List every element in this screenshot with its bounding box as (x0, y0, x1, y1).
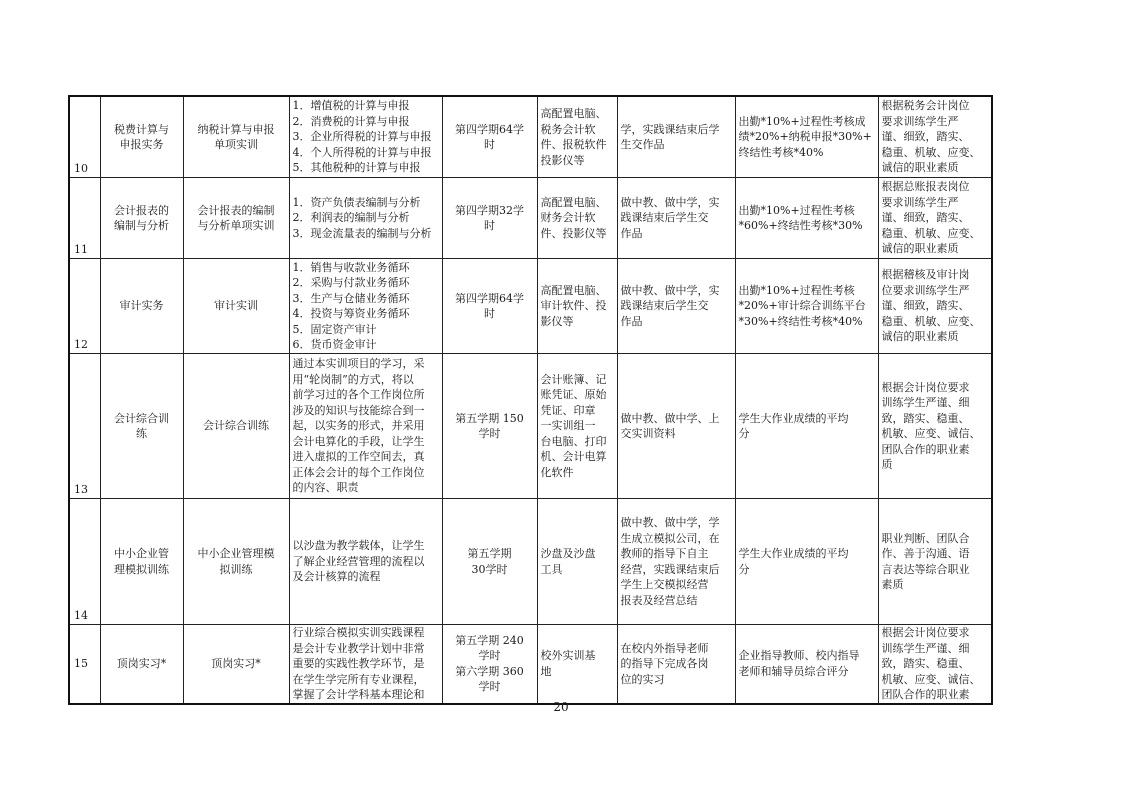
method-cell (617, 96, 735, 178)
cell-line: 教师的指导下自主 (620, 547, 709, 560)
cell-line: 税务会计软 (540, 122, 596, 136)
content-cell (289, 96, 442, 178)
cell-line: 机、会计电算 (540, 450, 607, 464)
cell-line: 以沙盘为教学载体，让学生 (292, 539, 425, 553)
cell-line: 在学生学完所有专业课程， (292, 672, 425, 686)
method-cell (617, 259, 735, 354)
evaluation-cell (735, 354, 878, 499)
goal-cell (878, 499, 992, 625)
cell-line: 学时 (478, 427, 501, 440)
cell-line: 1．增值税的计算与申报 (292, 99, 410, 113)
cell-line: 通过本实训项目的学习，采 (292, 357, 425, 371)
cell-line: 会计电算化的手段，让学生 (292, 434, 425, 448)
cell-line: 高配置电脑、 (540, 195, 607, 209)
table-row (69, 499, 992, 625)
item-cell (183, 354, 289, 499)
cell-line: 作、善于沟通、语 (881, 547, 970, 560)
cell-line: 财务会计软 (540, 211, 596, 225)
cell-line: 会计报表的 (114, 203, 169, 217)
cell-line: 化软件 (540, 465, 574, 479)
table-row (69, 354, 992, 499)
table-row (69, 625, 992, 704)
cell-line: 的指导下完成各岗 (620, 657, 709, 670)
cell-line: 稳重、机敏、应变、 (881, 314, 981, 328)
cell-line: 凭证、印章 (540, 403, 596, 417)
cell-line: 高配置电脑、 (540, 283, 607, 297)
table-row (69, 96, 992, 178)
cell-line: *20%+审计综合训练平台 (738, 299, 866, 313)
cell-line: 学时 (478, 649, 501, 663)
goal-cell (878, 96, 992, 178)
content-cell (289, 499, 442, 625)
cell-line: 时 (484, 219, 495, 232)
cell-line: 经营，实践课结束后 (620, 562, 720, 576)
cell-line: 30学时 (471, 562, 508, 576)
training-table (68, 95, 993, 705)
cell-line: 做中教、做中学，实 (620, 195, 720, 209)
cell-line: 4．个人所得税的计算与申报 (292, 145, 432, 159)
cell-line: 致，踏实、稳重、 (881, 411, 970, 425)
course-cell (100, 96, 183, 178)
cell-line: 出勤*10%+过程性考核 (738, 283, 855, 297)
cell-line: 生交作品 (620, 138, 665, 151)
cell-line: 审计软件、投 (540, 299, 607, 313)
cell-line: 学，实践课结束后学 (620, 122, 720, 136)
cell-line: 工具 (540, 562, 563, 576)
cell-line: 3．现金流量表的编制与分析 (292, 226, 432, 240)
cell-line: 第五学期 240 (455, 633, 524, 647)
item-cell (183, 178, 289, 259)
cell-line: 机敏、应变、诚信、 (881, 672, 981, 686)
cell-line: 掌握了会计学科基本理论和 (292, 688, 425, 701)
cell-line: 团队合作的职业素 (881, 442, 970, 456)
row-number: 14 (69, 499, 100, 625)
cell-line: 审计实训 (214, 299, 258, 313)
cell-line: 第五学期 (467, 547, 512, 560)
cell-line: 3．企业所得税的计算与申报 (292, 130, 432, 144)
semester-cell (442, 354, 537, 499)
cell-line: 根据稽核及审计岗 (881, 268, 970, 282)
semester-cell (442, 259, 537, 354)
cell-line: 学生上交模拟经营 (620, 578, 709, 591)
evaluation-cell (735, 96, 878, 178)
item-cell (183, 625, 289, 704)
cell-line: 会计账簿、记 (540, 372, 607, 386)
cell-line: 第四学期64学 (455, 291, 524, 305)
cell-line: 做中教、做中学，学 (620, 516, 720, 529)
cell-line: 稳重、机敏、应变、 (881, 145, 981, 159)
cell-line: *60%+终结性考核*30% (738, 219, 863, 232)
cell-line: 用“轮岗制”的方式，将以 (292, 372, 414, 386)
cell-line: 影仪等 (540, 314, 574, 328)
course-cell (100, 354, 183, 499)
page-number: 20 (553, 700, 569, 714)
cell-line: 在校内外指导老师 (620, 641, 709, 655)
cell-line: 重要的实践性教学环节，是 (292, 657, 425, 670)
cell-line: 前学习过的各个工作岗位所 (292, 388, 425, 402)
cell-line: 1．资产负债表编制与分析 (292, 195, 421, 209)
cell-line: 正体会会计的每个工作岗位 (292, 465, 425, 479)
cell-line: 单项实训 (214, 138, 258, 151)
cell-line: 一实训组一 (540, 419, 596, 433)
cell-line: 了解企业经营管理的流程以 (292, 554, 425, 568)
goal-cell (878, 178, 992, 259)
item-cell (183, 499, 289, 625)
cell-line: 第五学期 150 (455, 411, 524, 425)
cell-line: 6．货币资金审计 (292, 338, 377, 351)
method-cell (617, 499, 735, 625)
cell-line: 沙盘及沙盘 (540, 547, 596, 560)
cell-line: 践课结束后学生交 (620, 299, 709, 313)
goal-cell (878, 625, 992, 704)
cell-line: 2．利润表的编制与分析 (292, 211, 410, 225)
course-cell (100, 259, 183, 354)
conditions-cell (537, 178, 617, 259)
cell-line: 高配置电脑、 (540, 107, 607, 120)
cell-line: 终结性考核*40% (738, 145, 824, 159)
goal-cell (878, 259, 992, 354)
cell-line: 涉及的知识与技能综合到一 (292, 403, 425, 417)
cell-line: 分 (738, 562, 750, 576)
cell-line: 中小企业管 (114, 547, 169, 560)
cell-line: 与分析单项实训 (197, 219, 275, 232)
cell-line: 第四学期32学 (455, 203, 524, 217)
cell-line: 学时 (478, 680, 501, 694)
cell-line: 件、投影仪等 (540, 226, 607, 240)
cell-line: 1．销售与收款业务循环 (292, 260, 410, 274)
conditions-cell (537, 499, 617, 625)
semester-cell (442, 96, 537, 178)
cell-line: 进入虚拟的工作空间去，真 (292, 450, 425, 464)
cell-line: 素质 (881, 578, 904, 591)
evaluation-cell (735, 625, 878, 704)
semester-cell (442, 625, 537, 704)
cell-line: 学生大作业成绩的平均 (738, 547, 849, 560)
table-row (69, 259, 992, 354)
cell-line: 生成立模拟公司，在 (620, 531, 720, 545)
conditions-cell (537, 354, 617, 499)
conditions-cell (537, 96, 617, 178)
cell-line: 谨、细致，踏实、 (881, 299, 970, 313)
cell-line: 第四学期64学 (455, 122, 524, 136)
cell-line: 训练学生严谨、细 (881, 396, 970, 409)
cell-line: 职业判断、团队合 (881, 531, 970, 545)
cell-line: 绩*20%+纳税申报*30%+ (738, 130, 872, 144)
course-cell (100, 499, 183, 625)
cell-line: 台电脑、打印 (540, 434, 607, 448)
cell-line: 老师和辅导员综合评分 (738, 664, 849, 678)
cell-line: *30%+终结性考核*40% (738, 314, 863, 328)
cell-line: 投影仪等 (540, 153, 585, 167)
cell-line: 拟训练 (219, 562, 253, 576)
cell-line: 税费计算与 (114, 122, 169, 136)
cell-line: 3．生产与仓储业务循环 (292, 291, 410, 305)
cell-line: 践课结束后学生交 (620, 211, 709, 225)
row-number: 10 (69, 96, 100, 178)
cell-line: 的内容、职责 (292, 481, 359, 495)
evaluation-cell (735, 499, 878, 625)
cell-line: 质 (881, 458, 893, 471)
cell-line: 分 (738, 427, 750, 440)
cell-line: 学生大作业成绩的平均 (738, 411, 849, 425)
cell-line: 申报实务 (119, 138, 164, 151)
cell-line: 编制与分析 (114, 219, 169, 232)
cell-line: 根据会计岗位要求 (881, 626, 970, 639)
cell-line: 机敏、应变、诚信、 (881, 427, 981, 440)
cell-line: 作品 (620, 314, 643, 328)
content-cell (289, 259, 442, 354)
cell-line: 根据税务会计岗位 (881, 99, 970, 113)
cell-line: 4．投资与筹资业务循环 (292, 307, 410, 320)
cell-line: 稳重、机敏、应变、 (881, 226, 981, 240)
cell-line: 2．消费税的计算与申报 (292, 114, 410, 128)
cell-line: 行业综合模拟实训实践课程 (292, 626, 425, 639)
method-cell (617, 625, 735, 704)
cell-line: 账凭证、原始 (540, 388, 607, 402)
cell-line: 报表及经营总结 (620, 593, 698, 607)
row-number: 13 (69, 354, 100, 499)
semester-cell (442, 499, 537, 625)
cell-line: 地 (540, 664, 552, 678)
method-cell (617, 178, 735, 259)
cell-line: 练 (136, 427, 147, 440)
cell-line: 校外实训基 (540, 649, 596, 663)
cell-line: 要求训练学生严 (881, 195, 959, 209)
cell-line: 出勤*10%+过程性考核 (738, 203, 855, 217)
cell-line: 企业指导教师、校内指导 (738, 649, 860, 663)
cell-line: 件、报税软件 (540, 138, 607, 151)
content-cell (289, 178, 442, 259)
course-cell (100, 625, 183, 704)
table-row (69, 178, 992, 259)
cell-line: 中小企业管理模 (197, 547, 275, 560)
cell-line: 时 (484, 307, 495, 320)
cell-line: 要求训练学生严 (881, 114, 959, 128)
course-cell (100, 178, 183, 259)
cell-line: 致，踏实、稳重、 (881, 657, 970, 670)
cell-line: 训练学生严谨、细 (881, 641, 970, 655)
cell-line: 言表达等综合职业 (881, 562, 970, 576)
cell-line: 谨、细致，踏实、 (881, 211, 970, 225)
row-number: 11 (69, 178, 100, 259)
cell-line: 做中教、做中学，实 (620, 283, 720, 297)
cell-line: 纳税计算与申报 (197, 122, 275, 136)
cell-line: 谨、细致，踏实、 (881, 130, 970, 144)
cell-line: 位要求训练学生严 (881, 283, 970, 297)
cell-line: 作品 (620, 226, 643, 240)
cell-line: 团队合作的职业素 (881, 688, 970, 701)
cell-line: 诚信的职业素质 (881, 161, 959, 175)
cell-line: 会计综合训练 (203, 419, 269, 433)
cell-line: 交实训资料 (620, 427, 676, 440)
conditions-cell (537, 259, 617, 354)
row-number: 12 (69, 259, 100, 354)
cell-line: 审计实务 (119, 299, 164, 313)
cell-line: 顶岗实习* (116, 657, 167, 670)
cell-line: 理模拟训练 (114, 562, 169, 576)
method-cell (617, 354, 735, 499)
evaluation-cell (735, 259, 878, 354)
cell-line: 会计综合训 (114, 411, 169, 425)
cell-line: 时 (484, 138, 495, 151)
cell-line: 顶岗实习* (211, 657, 261, 670)
cell-line: 位的实习 (620, 672, 665, 686)
cell-line: 第六学期 360 (455, 664, 524, 678)
cell-line: 是会计专业教学计划中非常 (292, 641, 425, 655)
cell-line: 5．其他税种的计算与申报 (292, 161, 421, 175)
cell-line: 起，以实务的形式，并采用 (292, 419, 425, 433)
row-number: 15 (69, 625, 100, 704)
item-cell (183, 259, 289, 354)
content-cell (289, 625, 442, 704)
cell-line: 诚信的职业素质 (881, 242, 959, 256)
cell-line: 2．采购与付款业务循环 (292, 276, 410, 289)
content-cell (289, 354, 442, 499)
cell-line: 诚信的职业素质 (881, 330, 959, 344)
cell-line: 做中教、做中学、上 (620, 411, 720, 425)
cell-line: 5．固定资产审计 (292, 322, 377, 336)
item-cell (183, 96, 289, 178)
goal-cell (878, 354, 992, 499)
evaluation-cell (735, 178, 878, 259)
cell-line: 根据会计岗位要求 (881, 380, 970, 394)
cell-line: 出勤*10%+过程性考核成 (738, 114, 866, 128)
cell-line: 根据总账报表岗位 (881, 180, 970, 194)
conditions-cell (537, 625, 617, 704)
semester-cell (442, 178, 537, 259)
cell-line: 及会计核算的流程 (292, 570, 381, 584)
cell-line: 会计报表的编制 (197, 203, 275, 217)
